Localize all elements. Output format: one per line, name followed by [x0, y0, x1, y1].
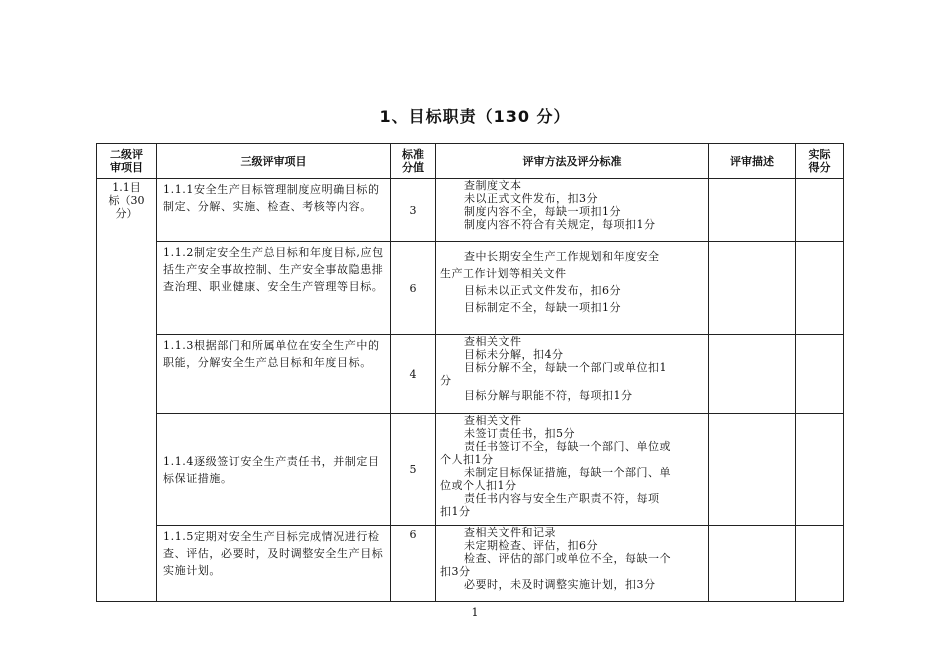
method-line: 必要时，未及时调整实施计划，扣3分: [440, 578, 656, 591]
header-description: 评审描述: [709, 144, 796, 179]
method-line: 个人扣1分: [440, 453, 494, 466]
standard-points: 6: [391, 242, 436, 335]
level3-item: 1.1.2制定安全生产总目标和年度目标,应包括生产安全事故控制、生产安全事故隐患排查治理、职业健康、安全生产管理等目标。: [157, 242, 391, 335]
description-cell[interactable]: [709, 526, 796, 602]
header-level2-item: [97, 144, 157, 179]
method-line: 查相关文件和记录: [440, 526, 556, 539]
header-level2-line1: 二级评: [110, 148, 143, 161]
standard-points: 6: [391, 526, 436, 602]
method-line: 未定期检查、评估，扣6分: [440, 539, 598, 552]
description-cell[interactable]: [709, 414, 796, 526]
header-level3-item: 三级评审项目: [157, 144, 391, 179]
header-standard-points: [391, 144, 436, 179]
method-line: 未制定目标保证措施，每缺一个部门、单: [440, 466, 671, 479]
method-line: 检查、评估的部门或单位不全，每缺一个: [440, 552, 671, 565]
method-line: 制度内容不符合有关规定，每项扣1分: [440, 218, 656, 231]
method-line: 查中长期安全生产工作规划和年度安全: [440, 250, 660, 263]
level3-item: 1.1.5定期对安全生产目标完成情况进行检查、评估，必要时，及时调整安全生产目标实施计划。: [157, 526, 391, 602]
table-row: [97, 335, 844, 414]
page-number: 1: [471, 606, 479, 619]
header-points-line1: 标准: [402, 148, 424, 161]
level2-cell: [97, 179, 157, 602]
level2-line: 1.1目: [112, 181, 141, 194]
method-line: 查相关文件: [440, 414, 522, 427]
score-cell[interactable]: [796, 526, 844, 602]
score-cell[interactable]: [796, 242, 844, 335]
level3-item: 1.1.1安全生产目标管理制度应明确目标的制定、分解、实施、检查、考核等内容。: [157, 179, 391, 242]
header-method: 评审方法及评分标准: [436, 144, 709, 179]
level3-item: 1.1.4逐级签订安全生产责任书，并制定目标保证措施。: [157, 414, 391, 526]
method-line: 目标未以正式文件发布，扣6分: [440, 284, 621, 297]
method-line: 位或个人扣1分: [440, 479, 517, 492]
header-score-line2: 得分: [808, 161, 831, 174]
table-row: [97, 179, 844, 242]
method-line: 生产工作计划等相关文件: [440, 267, 567, 280]
table-row: [97, 526, 844, 602]
method-line: 未以正式文件发布，扣3分: [440, 192, 598, 205]
method-cell: [436, 242, 709, 335]
method-line: 目标分解不全，每缺一个部门或单位扣1: [440, 361, 667, 374]
level2-line: 标（30: [108, 194, 145, 207]
header-actual-score: [796, 144, 844, 179]
header-level2-line2: 审项目: [110, 161, 143, 174]
method-line: 查制度文本: [440, 179, 522, 192]
score-cell[interactable]: [796, 335, 844, 414]
score-cell[interactable]: [796, 179, 844, 242]
method-line: 目标分解与职能不符，每项扣1分: [440, 389, 633, 402]
method-cell: [436, 335, 709, 414]
method-cell: [436, 526, 709, 602]
level2-line: 分）: [115, 207, 138, 220]
description-cell[interactable]: [709, 335, 796, 414]
table-row: [97, 414, 844, 526]
table-row: [97, 242, 844, 335]
method-line: 目标未分解，扣4分: [440, 348, 564, 361]
standard-points: 4: [391, 335, 436, 414]
method-line: 未签订责任书，扣5分: [440, 427, 575, 440]
method-line: 责任书内容与安全生产职责不符，每项: [440, 492, 660, 505]
level3-item: 1.1.3根据部门和所属单位在安全生产中的职能，分解安全生产总目标和年度目标。: [157, 335, 391, 414]
standard-points: 5: [391, 414, 436, 526]
evaluation-table: [96, 143, 844, 602]
header-score-line1: 实际: [808, 148, 831, 161]
method-line: 扣3分: [440, 565, 471, 578]
standard-points: 3: [391, 179, 436, 242]
description-cell[interactable]: [709, 179, 796, 242]
method-line: 查相关文件: [440, 335, 522, 348]
method-line: 分: [440, 374, 452, 387]
method-line: 目标制定不全，每缺一项扣1分: [440, 301, 621, 314]
method-cell: [436, 414, 709, 526]
page-title: 1、目标职责（130 分）: [379, 107, 571, 126]
header-points-line2: 分值: [402, 161, 424, 174]
description-cell[interactable]: [709, 242, 796, 335]
score-cell[interactable]: [796, 414, 844, 526]
method-line: 责任书签订不全，每缺一个部门、单位或: [440, 440, 671, 453]
method-line: 制度内容不全，每缺一项扣1分: [440, 205, 621, 218]
method-cell: [436, 179, 709, 242]
method-line: 扣1分: [440, 505, 471, 518]
table-header-row: [97, 144, 844, 179]
